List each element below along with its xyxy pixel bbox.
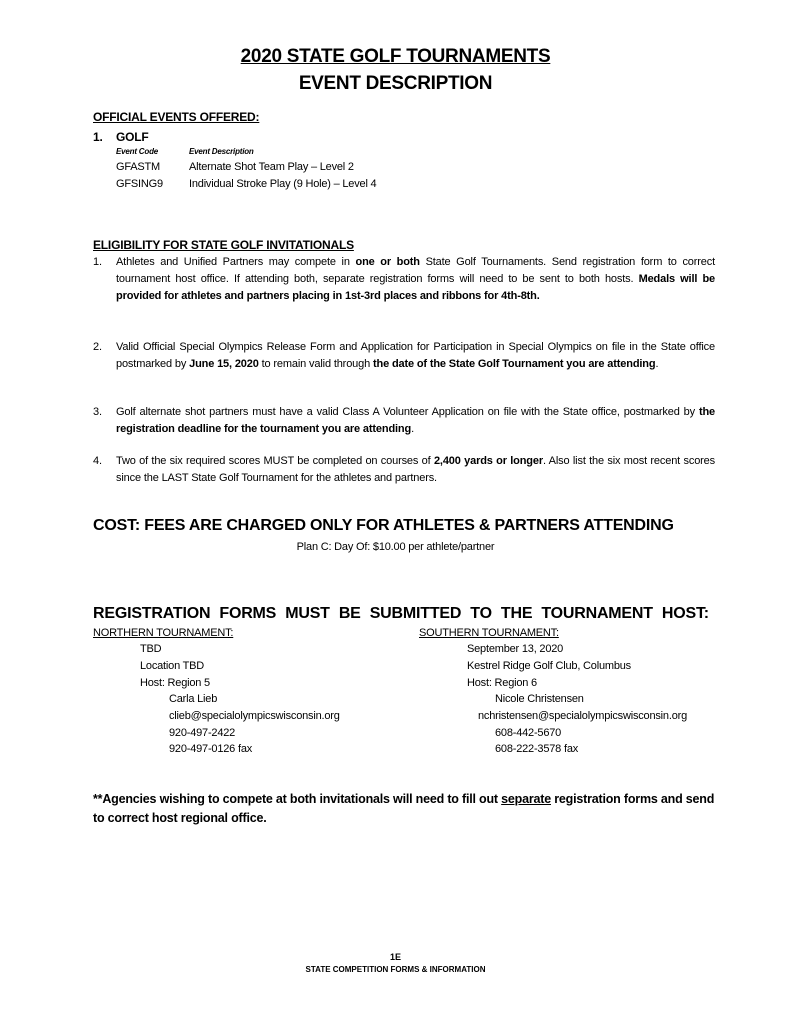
text-run-underlined: separate [501,792,551,806]
text-run: Golf alternate shot partners must have a valid Class A Volunteer Application on file with the State office, postmarked by [116,406,699,418]
northern-phone: 920-497-2422 [169,727,236,739]
agencies-note [93,790,719,828]
eligibility-item-text [116,339,715,373]
registration-heading-word: BE [338,605,361,622]
registration-heading-word: HOST: [661,605,709,622]
text-run: registration forms and send to correct host regional office. [93,792,715,825]
northern-email: clieb@specialolympicswisconsin.org [169,710,340,722]
text-run: Athletes and Unified Partners may compete in [116,256,356,268]
events-heading: OFFICIAL EVENTS OFFERED: [93,110,260,124]
registration-heading-word: REGISTRATION [93,605,211,622]
southern-date: September 13, 2020 [467,643,564,655]
eligibility-item-number: 4. [93,455,102,467]
eligibility-item [93,404,715,438]
southern-host: Host: Region 6 [467,677,537,689]
registration-heading-word: THE [500,605,533,622]
eligibility-item [93,339,715,373]
text-run: Two of the six required scores MUST be completed on courses of [116,455,434,467]
eligibility-item-text [116,453,715,487]
registration-heading-word: FORMS [219,605,277,622]
southern-label: SOUTHERN TOURNAMENT: [419,627,559,639]
northern-label: NORTHERN TOURNAMENT: [93,627,234,639]
text-run-bold: one or both [355,256,420,268]
event-description: Individual Stroke Play (9 Hole) – Level 4 [189,178,377,190]
southern-email: nchristensen@specialolympicswisconsin.org [478,710,688,722]
southern-location: Kestrel Ridge Golf Club, Columbus [467,660,631,672]
registration-heading-word: TO [470,605,492,622]
eligibility-item-text [116,404,715,438]
registration-heading-word: SUBMITTED [369,605,462,622]
northern-date: TBD [140,643,162,655]
southern-phone: 608-442-5670 [495,727,562,739]
eligibility-item [93,254,715,305]
text-run-bold: June 15, 2020 [189,358,259,370]
text-run: . [655,358,659,370]
event-description: Alternate Shot Team Play – Level 2 [189,161,354,173]
eligibility-item [93,453,715,487]
text-run: . [411,423,414,435]
text-run-bold: the date of the State Golf Tournament you are attending [372,358,656,370]
registration-heading-word: MUST [285,605,330,622]
page-number: 1E [389,952,401,962]
text-run: State Golf Tournaments. Send registration form to correct tournament host office. If attending both, separate registration forms will need to be sent to both hosts. [116,256,716,285]
text-run: **Agencies wishing to compete at both invitationals will need to fill out [93,792,502,806]
northern-host: Host: Region 5 [140,677,210,689]
event-code-header: Event Code [116,147,159,156]
eligibility-item-number: 3. [93,406,102,418]
southern-fax: 608-222-3578 fax [495,743,579,755]
page-title: 2020 STATE GOLF TOURNAMENTS [240,46,551,67]
cost-plan: Plan C: Day Of: $10.00 per athlete/partner [296,541,495,553]
eligibility-item-number: 1. [93,256,102,268]
text-run: Valid Official Special Olympics Release Form and Application for Participation in Special Olympics on file in the State office postmarked by [116,341,715,370]
text-run-bold: the registration deadline for the tournament you are attending [116,406,715,435]
text-run-bold: Medals will be provided for athletes and partners placing in 1st-3rd places and ribbons for 4th-8th. [116,273,715,302]
eligibility-item-text [116,254,715,305]
text-run: to remain valid through [258,358,373,370]
northern-contact: Carla Lieb [169,693,218,705]
event-item-name: GOLF [116,130,149,144]
northern-location: Location TBD [140,660,205,672]
text-run: . Also list the six most recent scores since the LAST State Golf Tournament for the athletes and partners. [116,455,715,484]
footer-text: STATE COMPETITION FORMS & INFORMATION [305,965,486,974]
event-item-number: 1. [93,130,103,144]
event-code: GFSING9 [116,178,163,190]
registration-heading-word: TOURNAMENT [541,605,653,622]
eligibility-heading: ELIGIBILITY FOR STATE GOLF INVITATIONALS [93,238,354,252]
event-desc-header: Event Description [189,147,254,156]
southern-contact: Nicole Christensen [495,693,584,705]
text-run-bold: 2,400 yards or longer [433,455,543,467]
northern-fax: 920-497-0126 fax [169,743,253,755]
event-code: GFASTM [116,161,161,173]
registration-heading [93,605,709,623]
eligibility-item-number: 2. [93,341,102,353]
cost-heading: COST: FEES ARE CHARGED ONLY FOR ATHLETES & PARTNERS ATTENDING [93,517,674,534]
page-subtitle: EVENT DESCRIPTION [298,73,493,94]
